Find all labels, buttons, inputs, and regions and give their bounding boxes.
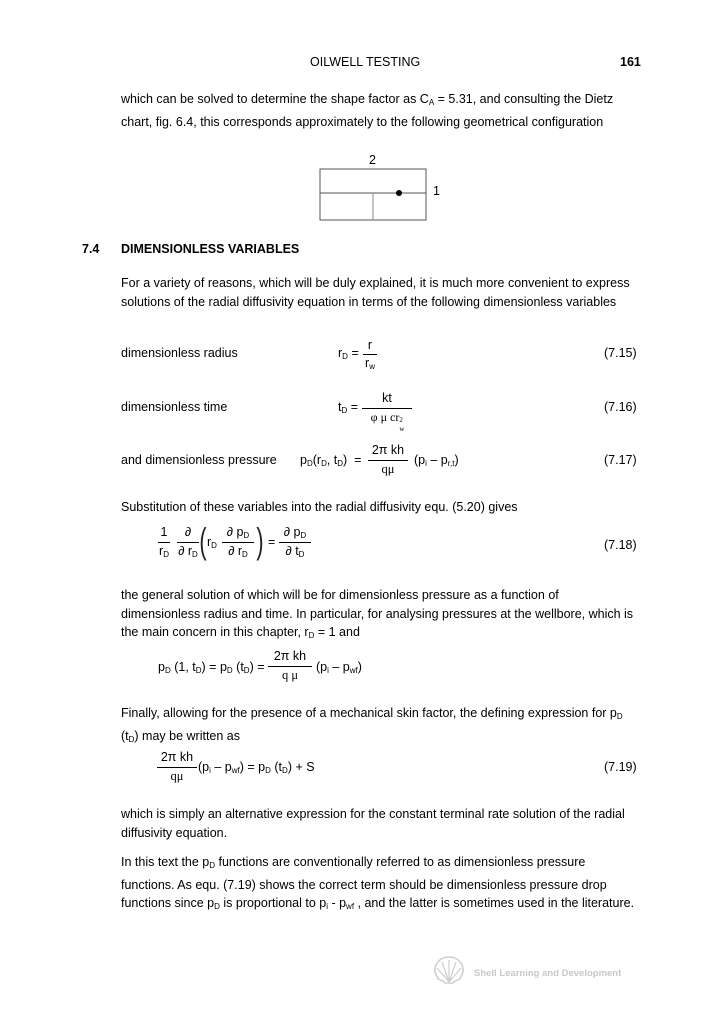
paragraph-substitution: Substitution of these variables into the radial diffusivity equ. (5.20) gives	[121, 500, 518, 514]
eq718-partial-top: ∂	[184, 525, 192, 539]
paragraph-shape-factor: which can be solved to determine the shape factor as $C_A = 5.31$, and consulting the Dietz chart, fig. 6.4, this corresponds approximately to the following geometrical configuration	[121, 92, 614, 129]
eq716-number: (7.16)	[604, 400, 637, 414]
eq718-one: 1	[160, 525, 168, 539]
eq-wellbore-fraction-bar	[268, 666, 312, 667]
well-marker	[396, 190, 402, 196]
diagram-label-1: 1	[433, 184, 440, 198]
paragraph-skin-factor: Finally, allowing for the presence of a mechanical skin factor, the defining expression for $p_D$ $(t_D)$ may be written as	[121, 706, 623, 744]
footer-brand: Shell Learning and Development	[474, 968, 622, 979]
eq716-lhs: $t_D$ =	[338, 400, 359, 415]
eq719-denominator: qμ	[170, 769, 184, 783]
eq716-denominator: φ μ cr 2 w	[370, 410, 405, 433]
eq719-rhs: $(p_i - p_{wf}) = p_D$ $(t_D) + S$	[198, 760, 315, 775]
eq718-dpD-num: ∂ $p_D$	[226, 525, 250, 540]
eq718-dpD-rhs: ∂ $p_D$	[283, 525, 307, 540]
eq717-lhs: $p_D(r_D$, $t_D$) =	[300, 453, 362, 468]
eq716-fraction-bar	[362, 408, 412, 409]
eq717-rhs: $(p_i - p_{r,t})$	[414, 453, 459, 468]
eq718-rD-den: $r_D$	[159, 544, 169, 559]
eq-wellbore-lhs: $p_D$ (1, $t_D) = p_D$ $(t_D)$ =	[158, 660, 265, 675]
page-number: 161	[620, 55, 641, 69]
eq718-right-paren: )	[256, 520, 264, 561]
paragraph-pd-functions: In this text the $p_D$ functions are conventionally referred to as dimensionless pressure functions. As equ. (7.19) shows the correct term should be dimensionless pressure drop functions since $p_D$ is proportional to $p_i - p_{wf}$ , and the latter is sometimes used in the literature.	[121, 855, 635, 911]
eq715-fraction-bar	[363, 354, 377, 355]
eq-wellbore-numerator: 2π kh	[273, 649, 307, 663]
eq718-inner-rD: $r_D$	[207, 535, 217, 550]
eq717-label: and dimensionless pressure	[121, 453, 277, 467]
paragraph-alternative-expression: which is simply an alternative expression for the constant terminal rate solution of the radial diffusivity equation.	[121, 807, 625, 840]
reservoir-geometry-diagram	[319, 168, 429, 222]
section-title: DIMENSIONLESS VARIABLES	[121, 242, 300, 256]
eq717-fraction-bar	[368, 460, 408, 461]
eq719-number: (7.19)	[604, 760, 637, 774]
eq-wellbore-denominator: q μ	[281, 668, 299, 682]
eq717-number: (7.17)	[604, 453, 637, 467]
eq717-numerator: 2π kh	[371, 443, 405, 457]
paragraph-general-solution: the general solution of which will be for dimensionless pressure as a function of dimensionless radius and time. In particular, for analysing pressures at the wellbore, which is the main concern in this chapter, $r_D = 1$ and	[121, 588, 634, 640]
eq718-bar-2	[177, 542, 199, 543]
eq716-numerator: kt	[382, 391, 392, 405]
eq716-label: dimensionless time	[121, 400, 228, 414]
section-number: 7.4	[82, 242, 100, 256]
eq719-numerator: 2π kh	[160, 750, 194, 764]
shell-logo-icon	[432, 955, 466, 985]
eq715-denominator: $r_w$	[365, 356, 375, 371]
eq718-equals: =	[268, 535, 276, 549]
eq718-left-paren: (	[199, 520, 207, 561]
diagram-label-2: 2	[369, 153, 376, 167]
eq715-number: (7.15)	[604, 346, 637, 360]
eq718-number: (7.18)	[604, 538, 637, 552]
eq718-bar-3	[222, 542, 254, 543]
eq718-drD-den: ∂ $r_D$	[228, 544, 248, 559]
eq715-lhs: $r_D$ =	[338, 346, 359, 361]
eq718-bar-4	[279, 542, 311, 543]
eq718-dtD-den: ∂ $t_D$	[285, 544, 305, 559]
eq717-denominator: qμ	[381, 462, 395, 476]
running-header: OILWELL TESTING	[310, 55, 421, 69]
eq719-fraction-bar	[157, 767, 197, 768]
eq718-partial-rD: ∂ $r_D$	[178, 544, 198, 559]
eq-wellbore-rhs: $(p_i - p_{wf})$	[316, 660, 362, 675]
paragraph-intro: For a variety of reasons, which will be duly explained, it is much more convenient to express solutions of the radial diffusivity equation in terms of the following dimensionless variables	[121, 276, 630, 309]
eq715-label: dimensionless radius	[121, 346, 238, 360]
eq718-bar-1	[158, 542, 170, 543]
eq715-numerator: r	[367, 338, 373, 352]
